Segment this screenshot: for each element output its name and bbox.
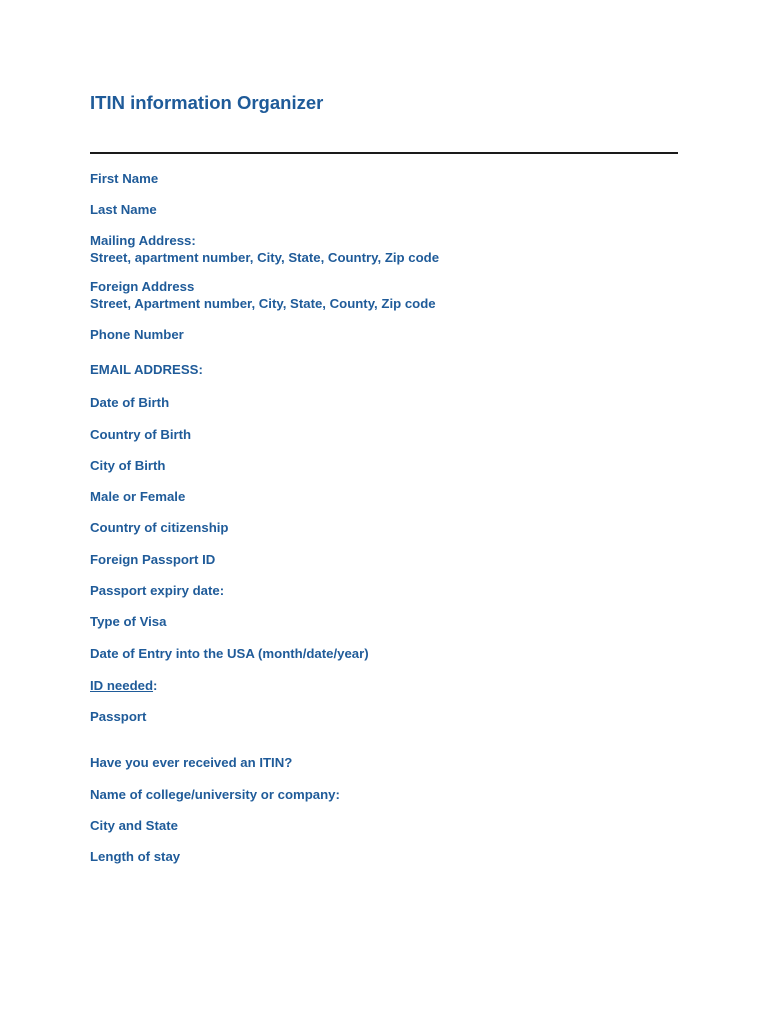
foreign-address-hint: Street, Apartment number, City, State, County, Zip code [90, 296, 436, 311]
mailing-address-label [90, 232, 439, 266]
foreign-passport-id-label: Foreign Passport ID [90, 552, 216, 567]
id-needed-colon: : [153, 678, 158, 693]
title-divider [90, 152, 678, 154]
length-of-stay-label: Length of stay [90, 849, 181, 864]
type-of-visa-label: Type of Visa [90, 614, 167, 629]
date-of-entry-label: Date of Entry into the USA (month/date/year) [90, 646, 369, 661]
city-of-birth-label: City of Birth [90, 458, 166, 473]
page-title: ITIN information Organizer [90, 92, 324, 113]
first-name-label: First Name [90, 171, 159, 186]
phone-number-label: Phone Number [90, 327, 184, 342]
foreign-address-label [90, 278, 436, 312]
passport-label: Passport [90, 709, 147, 724]
mailing-address-hint: Street, apartment number, City, State, Country, Zip code [90, 250, 440, 265]
id-needed-text: ID needed [90, 678, 154, 693]
city-and-state-label: City and State [90, 818, 178, 833]
last-name-label: Last Name [90, 202, 157, 217]
gender-label: Male or Female [90, 489, 186, 504]
email-address-label: EMAIL ADDRESS: [90, 362, 203, 377]
id-needed-label [90, 677, 157, 694]
received-itin-question: Have you ever received an ITIN? [90, 755, 293, 770]
country-of-birth-label: Country of Birth [90, 427, 192, 442]
college-or-company-label: Name of college/university or company: [90, 787, 340, 802]
country-of-citizenship-label: Country of citizenship [90, 520, 229, 535]
date-of-birth-label: Date of Birth [90, 395, 170, 410]
passport-expiry-date-label: Passport expiry date: [90, 583, 225, 598]
foreign-address-title: Foreign Address [90, 279, 195, 294]
mailing-address-title: Mailing Address: [90, 233, 196, 248]
